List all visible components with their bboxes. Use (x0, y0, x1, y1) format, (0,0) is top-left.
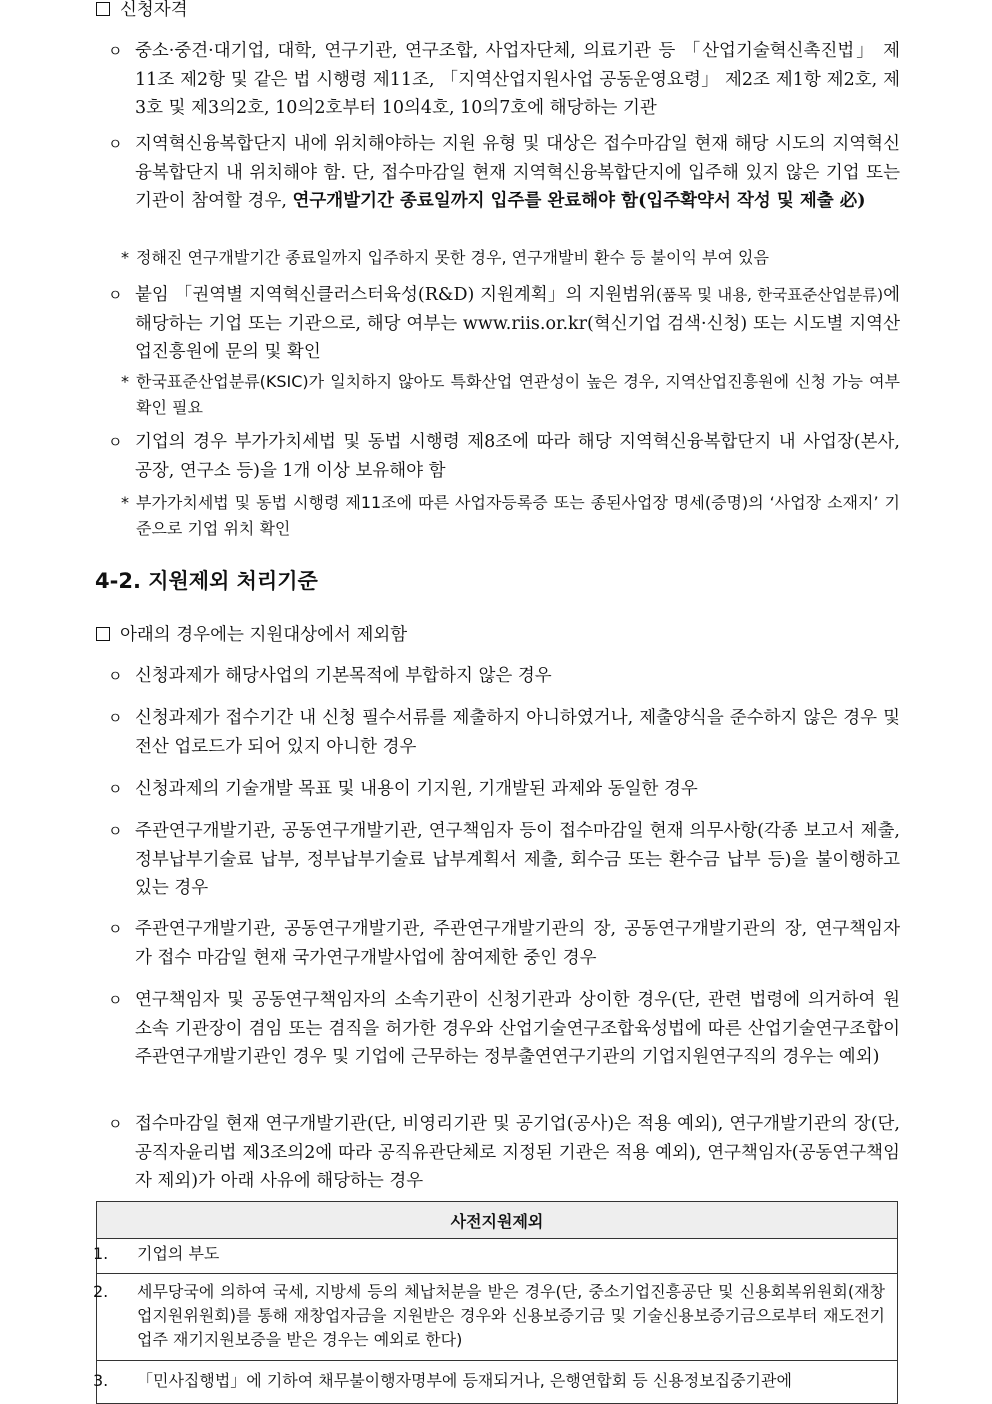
note-marker: * (121, 493, 129, 512)
bold-requirement: 연구개발기간 종료일까지 입주를 완료해야 함(입주확약서 작성 및 제출 必) (292, 191, 866, 211)
eligibility-note-2: * 한국표준산업분류(KSIC)가 일치하지 않아도 특화산업 연관성이 높은 경우, 지역산업진흥원에 신청 가능 여부 확인 필요 (121, 369, 900, 421)
table-row: 1. 기업의 부도 (97, 1239, 898, 1274)
bullet-marker: ㅇ (108, 920, 123, 938)
bullet-marker: ㅇ (108, 667, 123, 685)
exclusion-item-4: ㅇ 주관연구개발기관, 공동연구개발기관, 연구책임자 등이 접수마감일 현재 의무사항(각종 보고서 제출, 정부납부기술료 납부, 정부납부기술료 납부계획서 제출, 회수금 또는 환수금 납부 등)을 불이행하고 있는 경우 (108, 817, 900, 903)
bullet-marker: ㅇ (108, 709, 123, 727)
bullet-marker: ㅇ (108, 135, 123, 153)
bullet-marker: ㅇ (108, 822, 123, 840)
bullet-marker: ㅇ (108, 1115, 123, 1133)
eligibility-item-4: ㅇ 기업의 경우 부가가치세법 및 동법 시행령 제8조에 따라 해당 지역혁신융복합단지 내 사업장(본사, 공장, 연구소 등)을 1개 이상 보유해야 함 (108, 428, 900, 485)
section-heading-exclusion: 아래의 경우에는 지원대상에서 제외함 (96, 622, 407, 648)
bullet-marker: ㅇ (108, 991, 123, 1009)
note-marker: * (121, 248, 129, 267)
section-heading-eligibility: 신청자격 (96, 0, 188, 23)
exclusion-item-3: ㅇ 신청과제의 기술개발 목표 및 내용이 기지원, 기개발된 과제와 동일한 경우 (108, 775, 900, 804)
exclusion-item-5: ㅇ 주관연구개발기관, 공동연구개발기관, 주관연구개발기관의 장, 공동연구개발기관의 장, 연구책임자가 접수 마감일 현재 국가연구개발사업에 참여제한 중인 경우 (108, 915, 900, 972)
eligibility-item-1: ㅇ 중소·중견·대기업, 대학, 연구기관, 연구조합, 사업자단체, 의료기관 등 「산업기술혁신촉진법」 제11조 제2항 및 같은 법 시행령 제11조, 「지역산업지원사업 공동운영요령」 제2조 제1항 제2호, 제3호 및 제3의2호, 10의2호부터 10의4호, 10의7호에 해당하는 기관 (108, 37, 900, 123)
exclusion-item-1: ㅇ 신청과제가 해당사업의 기본목적에 부합하지 않은 경우 (108, 662, 900, 691)
exclusion-item-2: ㅇ 신청과제가 접수기간 내 신청 필수서류를 제출하지 아니하였거나, 제출양식을 준수하지 않은 경우 및 전산 업로드가 되어 있지 아니한 경우 (108, 704, 900, 761)
checkbox-square-icon (96, 2, 110, 16)
checkbox-square-icon (96, 627, 110, 641)
eligibility-item-3: ㅇ 붙임 「권역별 지역혁신클러스터육성(R&D) 지원계획」의 지원범위(품목 및 내용, 한국표준산업분류)에 해당하는 기업 또는 기관으로, 해당 여부는 www.riis.or.kr(혁신기업 검색·신청) 또는 시도별 지역산업진흥원에 문의 및 확인 (108, 281, 900, 367)
note-marker: * (121, 372, 129, 391)
eligibility-item-2: ㅇ 지역혁신융복합단지 내에 위치해야하는 지원 유형 및 대상은 접수마감일 현재 해당 시도의 지역혁신융복합단지 내 위치해야 함. 단, 접수마감일 현재 지역혁신융복합단지에 입주해 있지 않은 기업 또는 기관이 참여할 경우, 연구개발기간 종료일까지 입주를 완료해야 함(입주확약서 작성 및 제출 必) (108, 130, 900, 216)
bullet-marker: ㅇ (108, 42, 123, 60)
table-row: 2. 세무당국에 의하여 국세, 지방세 등의 체납처분을 받은 경우(단, 중소기업진흥공단 및 신용회복위원회(재창업지원위원회)를 통해 재창업자금을 지원받은 경우와 신용보증기금 및 기술신용보증기금으로부터 재도전기업주 재기지원보증을 받은 경우는 예외로 한다) (97, 1274, 898, 1361)
table-header: 사전지원제외 (97, 1202, 898, 1239)
exclusion-item-7: ㅇ 접수마감일 현재 연구개발기관(단, 비영리기관 및 공기업(공사)은 적용 예외), 연구개발기관의 장(단, 공직자윤리법 제3조의2에 따라 공직유관단체로 지정된 기관은 적용 예외), 연구책임자(공동연구책임자 제외)가 아래 사유에 해당하는 경우 (108, 1110, 900, 1196)
bullet-marker: ㅇ (108, 286, 123, 304)
eligibility-note-1: * 정해진 연구개발기간 종료일까지 입주하지 못한 경우, 연구개발비 환수 등 불이익 부여 있음 (121, 245, 900, 271)
pre-exclusion-table (93, 1201, 898, 1404)
bullet-marker: ㅇ (108, 780, 123, 798)
bullet-marker: ㅇ (108, 433, 123, 451)
eligibility-note-3: * 부가가치세법 및 동법 시행령 제11조에 따른 사업자등록증 또는 종된사업장 명세(증명)의 ‘사업장 소재지’ 기준으로 기업 위치 확인 (121, 490, 900, 542)
table-row: 3. 「민사집행법」에 기하여 채무불이행자명부에 등재되거나, 은행연합회 등 신용정보집중기관에 (97, 1361, 898, 1404)
exclusion-item-6: ㅇ 연구책임자 및 공동연구책임자의 소속기관이 신청기관과 상이한 경우(단, 관련 법령에 의거하여 원 소속 기관장이 겸임 또는 겸직을 허가한 경우와 산업기술연구조합육성법에 따른 산업기술연구조합이 주관연구개발기관인 경우 및 기업에 근무하는 정부출연연구기관의 기업지원연구직의 경우는 예외) (108, 986, 900, 1072)
section-title-exclusion: 4-2. 지원제외 처리기준 (95, 569, 318, 593)
